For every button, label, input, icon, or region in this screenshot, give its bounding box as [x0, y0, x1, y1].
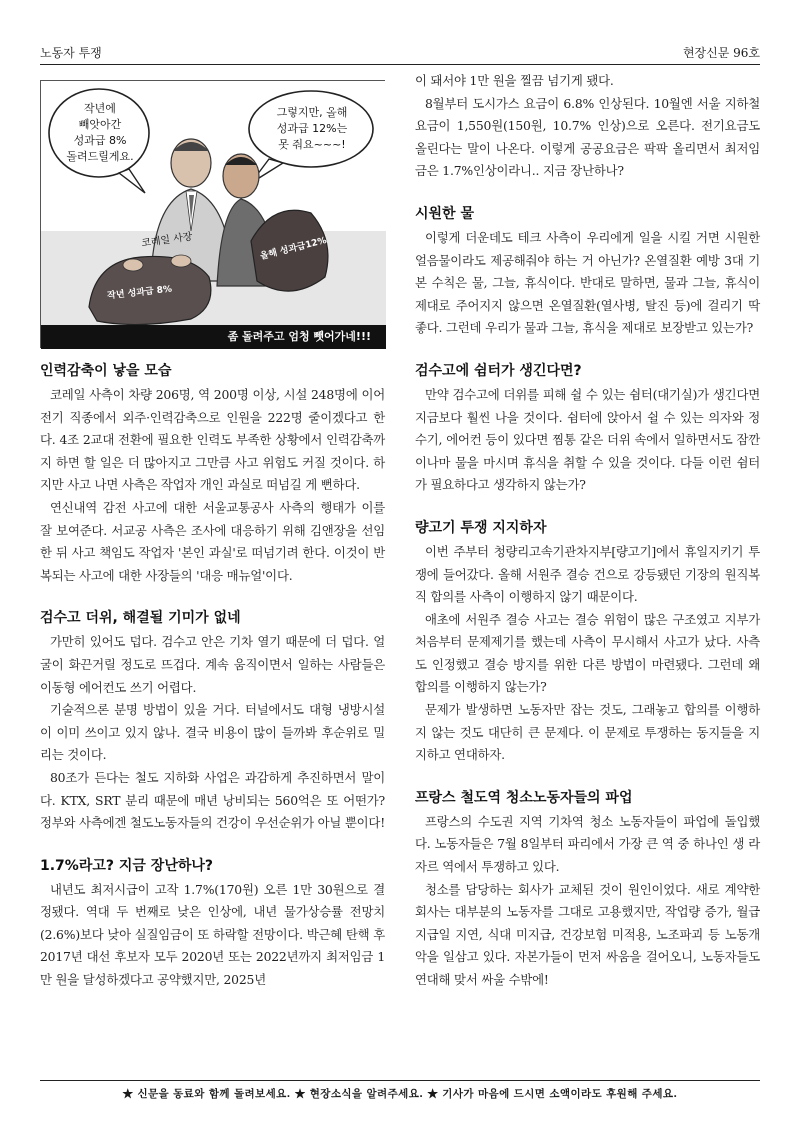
- article-rest-area: [415, 358, 760, 497]
- right-speech-bubble: [253, 105, 371, 153]
- article-title: 인력감축이 낳을 모습: [40, 363, 172, 379]
- article-minimum-wage: [40, 853, 385, 992]
- article-title: 프랑스 철도역 청소노동자들의 파업: [415, 789, 633, 806]
- article-paragraph: 청소를 담당하는 회사가 교체된 것이 원인이었다. 새로 계약한 회사는 대부분의 노동자를 그대로 고용했지만, 작업량 증가, 월급 지급일 지연, 식대 미지급, 건강보험 미적용, 노조파괴 등 노동개악을 일삼고 있다. 자본가들이 먼저 싸움을 걸어오니, 노동자들도 연대해 맞서 싸울 수밖에!: [415, 881, 760, 987]
- footer-divider: [40, 1080, 760, 1081]
- article-paragraph-continued: 이 돼서야 1만 원을 찔끔 넘기게 됐다.: [415, 73, 614, 88]
- footer-notice: ★ 신문을 동료와 함께 돌려보세요. ★ 현장소식을 알려주세요. ★ 기사가 마음에 드시면 소액이라도 후원해 주세요.: [122, 1088, 678, 1100]
- article-minimum-wage-continued: [415, 70, 760, 183]
- header-divider: [40, 64, 760, 65]
- article-paragraph: 이렇게 더운데도 테크 사측이 우리에게 일을 시킬 거면 시원한 얼음물이라도 제공해줘야 하는 거 아닌가? 온열질환 예방 3대 기본 수칙은 물, 그늘, 휴식이다. 반대로 말하면, 물과 그늘, 휴식이 제대로 주어지지 않으면 온열질환(열사병, 탈진 등)에 걸리기 딱 좋다. 그런데 우리가 물과 그늘, 휴식을 제대로 보장받고 있는가?: [415, 229, 760, 336]
- sack-label-last-year: 작년 성과급 8%: [106, 284, 173, 302]
- article-title: 량고기 투쟁 지지하자: [415, 519, 547, 536]
- article-paragraph: 가만히 있어도 덥다. 검수고 안은 기차 열기 때문에 더 덥다. 얼굴이 화끈거릴 정도로 뜨겁다. 계속 움직이면서 일하는 사람들은 이동형 에어컨도 쓰기 어렵다.: [40, 634, 385, 695]
- article-title: 검수고에 쉼터가 생긴다면?: [415, 362, 582, 379]
- left-column: [40, 70, 385, 992]
- article-cool-water: [415, 201, 760, 340]
- right-column: [415, 70, 760, 992]
- article-paragraph: 연신내역 감전 사고에 대한 서울교통공사 사측의 행태가 이를 잘 보여준다. 서교공 사측은 조사에 대응하기 위해 김앤장을 선임한 뒤 사고 책임도 작업자 '본인 과실'로 떠넘기려 한다. 이것이 반복되는 사고에 대한 사장들의 '대응 매뉴얼'이다.: [40, 499, 385, 583]
- article-paragraph: 기술적으론 분명 방법이 있을 거다. 터널에서도 대형 냉방시설이 이미 쓰이고 있지 않나. 결국 비용이 많이 들까봐 후순위로 밀리는 것이다.: [40, 702, 385, 763]
- header-issue-number: 현장신문 96호: [682, 46, 760, 60]
- header-section-name: 노동자 투쟁: [40, 46, 102, 60]
- article-paragraph: 만약 검수고에 더위를 피해 쉴 수 있는 쉼터(대기실)가 생긴다면 지금보다 훨씬 나을 것이다. 쉼터에 앉아서 쉴 수 있는 의자와 정수기, 에어컨 등이 있다면 찜통 같은 더위 속에서 일하면서도 잠깐이나마 물을 마시며 휴식을 취할 수 있을 것이다. 다들 이런 쉼터가 필요하다고 생각하지 않는가?: [415, 386, 760, 493]
- cartoon-caption: 좀 돌려주고 엄청 뺏어가네!!!: [227, 330, 371, 343]
- bubble-line: 작년에: [84, 102, 116, 115]
- article-support-struggle: [415, 515, 760, 767]
- article-title: 검수고 더위, 해결될 기미가 없네: [40, 610, 241, 627]
- left-speech-bubble: [55, 101, 145, 165]
- sack-label-this-year: 올해 성과급12%: [259, 235, 328, 263]
- article-paragraph: 8월부터 도시가스 요금이 6.8% 인상된다. 10월엔 서울 지하철 요금이 1,550원(150원, 10.7% 인상)으로 오른다. 전기요금도 올린다는 말이 나온다. 이렇게 공공요금은 팍팍 올리면서 최저임금은 1.7%인상이라니.. 지금 장난하나?: [415, 95, 760, 179]
- bubble-line: 그렇지만, 올해: [276, 106, 348, 119]
- article-paragraph: 내년도 최저시급이 고작 1.7%(170원) 오른 1만 30원으로 결정됐다. 역대 두 번째로 낮은 인상에, 내년 물가상승률 전망치(2.6%)보다 낮아 실질임금이 또 하락할 전망이다. 박근혜 탄핵 후 2017년 대선 후보자 모두 2020년 또는 2022년까지 최저임금 1만 원을 달성하겠다고 공약했지만, 2025년: [40, 881, 385, 988]
- article-paragraph: 코레일 사측이 차량 206명, 역 200명 이상, 시설 248명에 이어 전기 직종에서 외주·인력감축으로 인원을 222명 줄이겠다고 한다. 4조 2교대 전환에 필요한 인력도 부족한 상황에서 인력감축까지 하면 할 일은 더 많아지고 그만큼 사고 위험도 커질 것이다. 하지만 사고 나면 사측은 작업자 개인 과실로 떠넘길 게 뻔하다.: [40, 387, 385, 493]
- korail-ceo-label: 코레일 사장: [140, 231, 194, 250]
- bubble-line: 못 줘요~~~!: [278, 138, 346, 151]
- bubble-line: 돌려드릴게요.: [66, 150, 134, 163]
- article-workforce-cuts: [40, 358, 385, 587]
- article-depot-heat: [40, 605, 385, 834]
- article-paragraph: 프랑스의 수도권 지역 기차역 청소 노동자들이 파업에 돌입했다. 노동자들은 7월 8일부터 파리에서 가장 큰 역 중 하나인 생 라자르 역에서 투쟁하고 있다.: [415, 813, 760, 875]
- article-paragraph: 문제가 발생하면 노동자만 잡는 것도, 그래놓고 합의를 이행하지 않는 것도 대단히 큰 문제다. 이 문제로 투쟁하는 동지들을 지지하고 연대하자.: [415, 702, 760, 763]
- bubble-line: 성과급 12%는: [276, 122, 348, 135]
- article-paragraph: 애초에 서원주 결승 사고는 결승 위험이 많은 구조였고 지부가 처음부터 문제제기를 했는데 사측이 무시해서 사고가 났다. 사측도 인정했고 결승 방지를 위한 다른 방법이 마련됐다. 그런데 왜 합의를 이행하지 않는가?: [415, 611, 760, 695]
- article-title: 시원한 물: [415, 205, 474, 222]
- article-title: 1.7%라고? 지금 장난하나?: [40, 857, 214, 874]
- article-paragraph: 이번 주부터 청량리고속기관차지부[량고기]에서 휴일지키기 투쟁에 들어갔다. 올해 서원주 결승 건으로 강등됐던 기장의 원직복직 합의를 사측이 이행하지 않기 때문이다.: [415, 543, 760, 605]
- article-paragraph: 80조가 든다는 철도 지하화 사업은 과감하게 추진하면서 말이다. KTX, SRT 분리 때문에 매년 낭비되는 560억은 또 어떤가? 정부와 사측에겐 철도노동자들의 건강이 우선순위가 아닐 뿐이다!: [40, 769, 385, 831]
- bubble-line: 성과급 8%: [73, 134, 127, 147]
- bubble-line: 빼앗아간: [78, 118, 122, 131]
- article-france-strike: [415, 785, 760, 992]
- page-header: [40, 42, 760, 64]
- editorial-cartoon: [40, 80, 385, 348]
